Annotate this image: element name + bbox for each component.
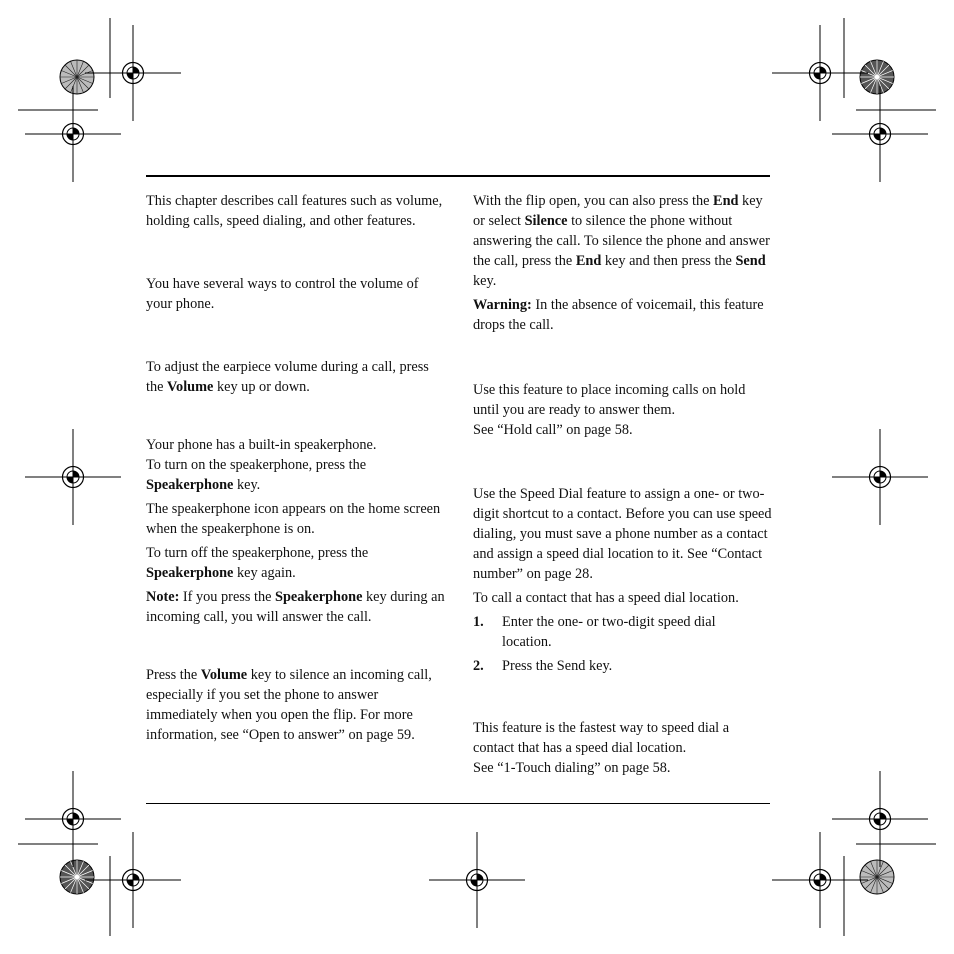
color-bar-bottom-right: [860, 860, 894, 894]
end-key-label: End: [575, 253, 602, 269]
silence-option-label: Silence: [524, 213, 568, 229]
step-2: 2. Press the Send key.: [473, 658, 613, 674]
speakerphone-key-label: Speakerphone: [275, 589, 363, 605]
registration-mark: [85, 832, 181, 928]
earpiece-paragraph: To adjust the earpiece volume during a call, press the Volume key up or down.: [146, 359, 429, 395]
speed-dial-call-paragraph: To call a contact that has a speed dial location.: [473, 590, 739, 606]
warning-label: Warning:: [473, 297, 532, 313]
speakerphone-key-label: Speakerphone: [146, 565, 234, 581]
left-column: [146, 191, 446, 745]
registration-mark: [429, 832, 525, 928]
send-key-label: Send: [735, 253, 766, 269]
color-bar-bottom-left: [60, 860, 94, 894]
volume-key-label: Volume: [200, 667, 248, 683]
registration-mark: [85, 25, 181, 121]
color-bar-top-right: [860, 60, 894, 94]
registration-mark: [25, 771, 121, 867]
speakerphone-intro-paragraph: Your phone has a built-in speakerphone. To turn on the speakerphone, press the Speakerphone key.: [146, 437, 377, 493]
color-bar-top-left: [60, 60, 94, 94]
speakerphone-icon-paragraph: The speakerphone icon appears on the home screen when the speakerphone is on.: [146, 501, 441, 537]
volume-intro-paragraph: You have several ways to control the volume of your phone.: [146, 276, 419, 312]
intro-paragraph: This chapter describes call features such as volume, holding calls, speed dialing, and other features.: [146, 193, 443, 229]
volume-key-label: Volume: [167, 379, 214, 395]
speakerphone-note-paragraph: Note: If you press the Speakerphone key during an incoming call, you will answer the call.: [146, 589, 445, 625]
silence-paragraph: Press the Volume key to silence an incoming call, especially if you set the phone to answer immediately when you open the flip. For more information, see “Open to answer” on page 59.: [146, 667, 432, 743]
speakerphone-key-label: Speakerphone: [146, 477, 234, 493]
speed-dial-paragraph: Use the Speed Dial feature to assign a one- or two-digit shortcut to a contact. Before you can use speed dialing, you must save a phone number as a contact and assign a speed dial location to it. See “Contact number” on page 28.: [473, 486, 772, 582]
step-1: 1. Enter the one- or two-digit speed dial location.: [473, 614, 716, 650]
footer-rule: [146, 803, 770, 804]
registration-mark: [832, 771, 928, 867]
note-label: Note:: [146, 589, 180, 605]
registration-mark: [832, 429, 928, 525]
registration-mark: [772, 832, 868, 928]
right-column: [473, 191, 773, 778]
registration-mark: [25, 429, 121, 525]
hold-paragraph: Use this feature to place incoming calls on hold until you are ready to answer them. See “Hold call” on page 58.: [473, 382, 746, 438]
header-rule: [146, 175, 770, 177]
registration-mark: [25, 86, 121, 182]
warning-paragraph: Warning: In the absence of voicemail, this feature drops the call.: [473, 297, 764, 333]
registration-mark: [832, 86, 928, 182]
end-key-label: End: [713, 193, 739, 209]
flip-silence-paragraph: With the flip open, you can also press the End key or select Silence to silence the phone without answering the call. To silence the phone and answer the call, press the End key and then press the Send key.: [473, 193, 770, 289]
registration-mark: [772, 25, 868, 121]
one-touch-paragraph: This feature is the fastest way to speed dial a contact that has a speed dial location. See “1-Touch dialing” on page 58.: [473, 720, 730, 776]
speakerphone-off-paragraph: To turn off the speakerphone, press the Speakerphone key again.: [146, 545, 369, 581]
